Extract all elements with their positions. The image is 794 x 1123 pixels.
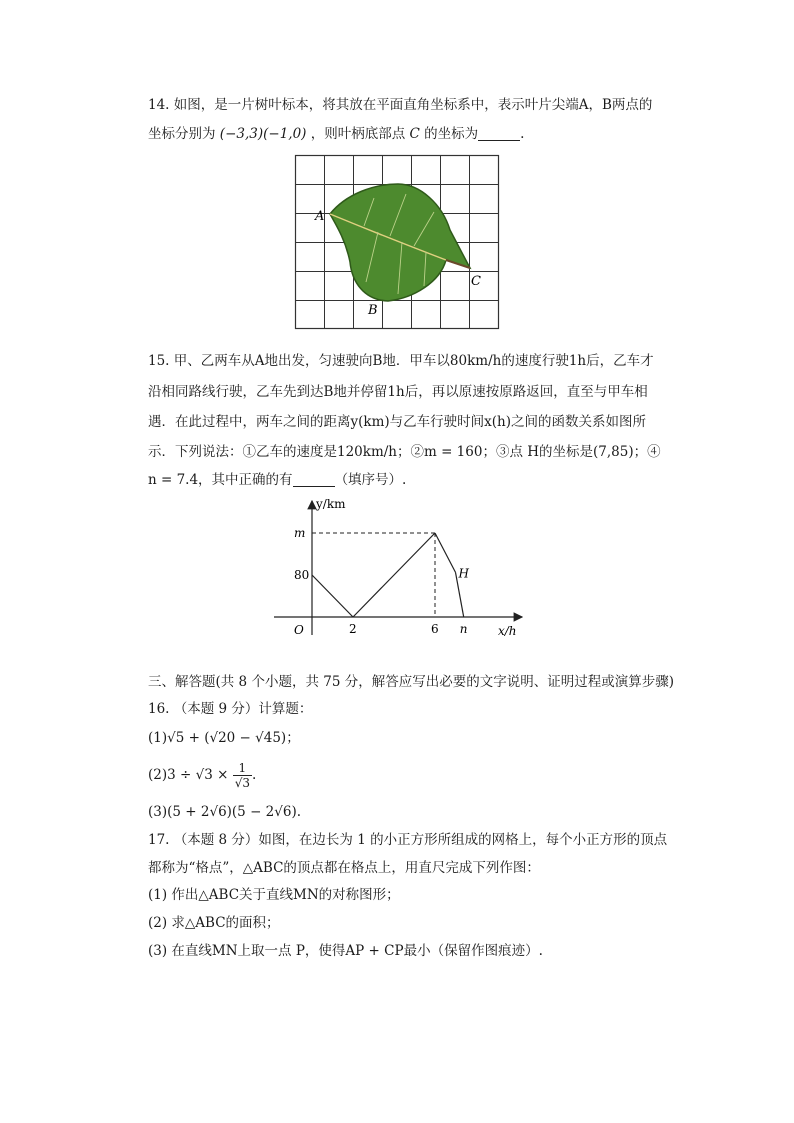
label-b: B <box>368 303 378 318</box>
q16-part2-end: . <box>251 767 257 783</box>
q16-title: 16. （本题 9 分）计算题： <box>148 701 313 717</box>
q17-part2: (2) 求△ABC的面积； <box>148 915 280 931</box>
graph-segment-1 <box>312 575 353 617</box>
origin-label: O <box>294 623 304 637</box>
graph-segment-3 <box>435 533 456 572</box>
q16-part3: (3)(5 + 2√6)(5 − 2√6). <box>148 804 302 820</box>
q16-part1: (1)√5 + (√20 − √45)； <box>148 730 300 746</box>
y-tick-m: m <box>294 526 306 540</box>
q15-line3: 遇．在此过程中，两车之间的距离y(km)与乙车行驶时间x(h)之间的函数关系如图所 <box>148 414 646 430</box>
function-graph <box>270 495 530 645</box>
x-axis-label: x/h <box>498 624 517 638</box>
y-tick-80: 80 <box>294 568 310 582</box>
q16-part2 <box>148 760 256 790</box>
y-axis-label: y/km <box>316 497 346 511</box>
q14-line2-mid: ，则叶柄底部点 <box>310 126 406 142</box>
q15-line5 <box>148 470 406 490</box>
leaf-grid-figure <box>294 154 500 330</box>
label-c: C <box>471 274 481 289</box>
q14-line2-post: 的坐标为 <box>424 126 479 142</box>
leaf-illustration <box>330 184 470 301</box>
q14-line2 <box>148 124 524 144</box>
section3-heading: 三、解答题(共 8 个小题，共 75 分，解答应写出必要的文字说明、证明过程或演算步骤) <box>148 674 674 690</box>
q14-answer-blank[interactable] <box>478 126 520 141</box>
q15-line5-post: （填序号）. <box>334 472 407 488</box>
graph-segment-2 <box>353 533 435 617</box>
q17-part3: (3) 在直线MN上取一点 P，使得AP + CP最小（保留作图痕迹）. <box>148 943 543 959</box>
point-label-h: H <box>458 566 469 581</box>
q14-line2-pre: 坐标分别为 <box>148 126 216 142</box>
q15-line1: 15. 甲、乙两车从A地出发，匀速驶向B地．甲车以80km/h的速度行驶1h后，乙车才 <box>148 353 654 369</box>
q16-part2-fraction <box>233 761 252 790</box>
q15-answer-blank[interactable] <box>293 472 335 487</box>
x-tick-6: 6 <box>431 622 439 636</box>
q16-part2-pre: (2)3 ÷ √3 × <box>148 767 229 783</box>
q15-line4: 示．下列说法：①乙车的速度是120km/h；②m = 160；③点 H的坐标是(7,85)；④ <box>148 444 661 460</box>
q16-fraction-den: √3 <box>234 776 250 790</box>
q14-coords: (−3,3)(−1,0) <box>219 126 307 142</box>
x-tick-n: n <box>459 622 468 636</box>
q17-line1: 17. （本题 8 分）如图，在边长为 1 的小正方形所组成的网格上，每个小正方形的顶点 <box>148 832 668 848</box>
q14-end: . <box>520 126 525 142</box>
q15-line2: 沿相同路线行驶，乙车先到达B地并停留1h后，再以原速按原路返回，直至与甲车相 <box>148 384 648 400</box>
q16-fraction-num: 1 <box>238 761 247 775</box>
q14-line1: 14. 如图，是一片树叶标本，将其放在平面直角坐标系中，表示叶片尖端A，B两点的 <box>148 97 653 113</box>
q14-c-var: C <box>409 126 420 142</box>
q17-line2: 都称为“格点”，△ABC的顶点都在格点上，用直尺完成下列作图： <box>148 860 540 876</box>
label-a: A <box>315 209 325 224</box>
x-tick-2: 2 <box>349 622 357 636</box>
q17-part1: (1) 作出△ABC关于直线MN的对称图形； <box>148 887 400 903</box>
q15-line5-pre: n = 7.4，其中正确的有 <box>148 472 293 488</box>
